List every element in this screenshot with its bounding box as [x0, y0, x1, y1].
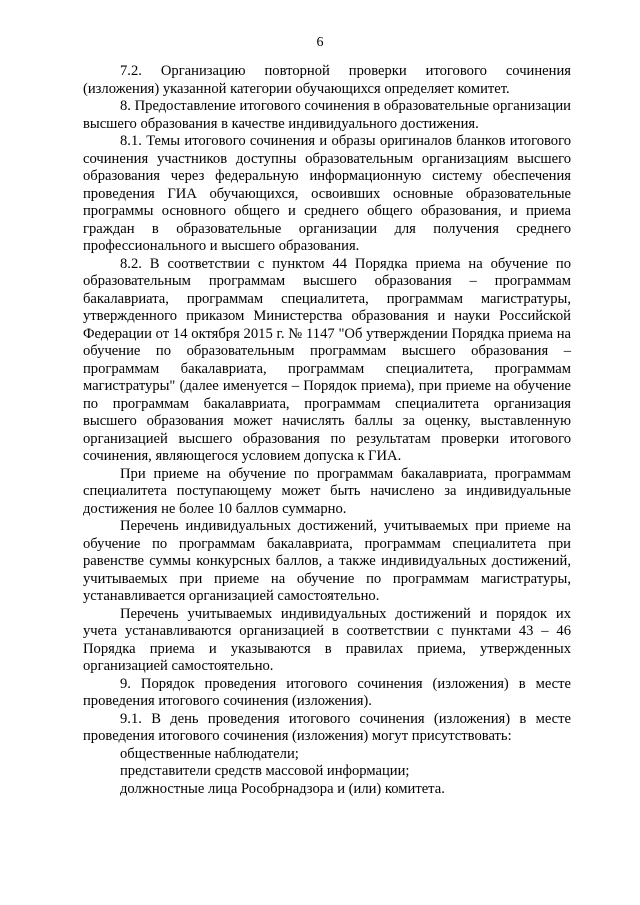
paragraph-7-2: 7.2. Организацию повторной проверки итогового сочинения (изложения) указанной категории обучающихся определяет комитет.	[83, 63, 571, 97]
paragraph-bonus-points: При приеме на обучение по программам бакалавриата, программам специалитета поступающему может быть начислено за индивидуальные достижения не более 10 баллов суммарно.	[83, 465, 571, 517]
list-item-observers: общественные наблюдатели;	[120, 745, 299, 762]
list-item-media: представители средств массовой информации;	[120, 763, 410, 779]
paragraph-9-1: 9.1. В день проведения итогового сочинения (изложения) в месте проведения итогового сочинения (изложения) могут присутствовать:	[83, 710, 571, 744]
paragraph-9: 9. Порядок проведения итогового сочинения (изложения) в месте проведения итогового сочинения (изложения).	[83, 675, 571, 709]
paragraph-8-2: 8.2. В соответствии с пунктом 44 Порядка приема на обучение по образовательным программам высшего образования – программам бакалавриата, программам специалитета, программам магистратуры, утвержденного приказом Министерства образования и науки Российской Федерации от 14 октября 2015 г. № 1147 "Об утверждении Порядка приема на обучение по образовательным программам высшего образования – программам бакалавриата, программам специалитета, программам магистратуры" (далее именуется – Порядок приема), при приеме на обучение по программам бакалавриата, программам специалитета организация высшего образования может начислять баллы за оценку, выставленную организацией высшего образования по результатам проверки итогового сочинения, являющегося условием допуска к ГИА.	[83, 255, 571, 464]
paragraph-achievements-order: Перечень учитываемых индивидуальных достижений и порядок их учета устанавливаются организацией в соответствии с пунктами 43 – 46 Порядка приема и указываются в правилах приема, утвержденных организацией самостоятельно.	[83, 605, 571, 674]
page-number: 6	[316, 35, 324, 50]
list-item-officials: должностные лица Рособрнадзора и (или) комитета.	[120, 780, 445, 797]
paragraph-8: 8. Предоставление итогового сочинения в образовательные организации высшего образования в качестве индивидуального достижения.	[83, 98, 571, 132]
paragraph-achievements-list: Перечень индивидуальных достижений, учитываемых при приеме на обучение по программам бакалавриата, программам специалитета при равенстве суммы конкурсных баллов, а также индивидуальных достижений, учитываемых при приеме на обучение по программам магистратуры, устанавливается организацией самостоятельно.	[83, 518, 571, 604]
document-body	[83, 63, 571, 798]
paragraph-8-1: 8.1. Темы итогового сочинения и образы оригиналов бланков итогового сочинения участников доступны образовательным организациям высшего образования через федеральную информационную систему обеспечения проведения ГИА обучающихся, освоивших основные образовательные программы основного общего и среднего общего образования, и приема граждан в образовательные организации для получения среднего профессионального и высшего образования.	[83, 133, 571, 254]
